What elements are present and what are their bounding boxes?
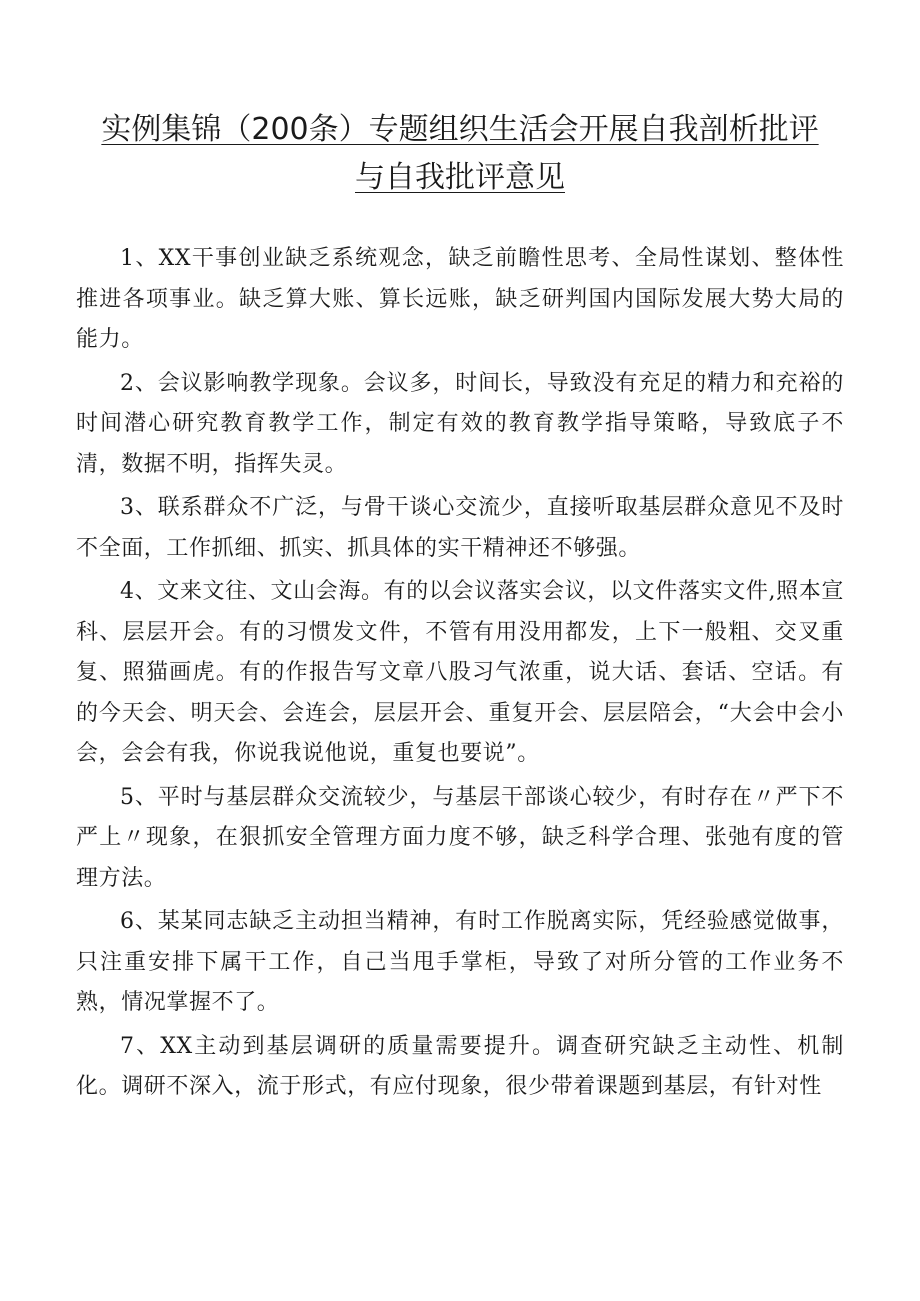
document-body	[76, 239, 844, 1159]
paragraph-5: 5、平时与基层群众交流较少，与基层干部谈心较少，有时存在〃严下不严上〃现象，在狠抓安全管理方面力度不够，缺乏科学合理、张弛有度的管理方法。	[76, 784, 844, 891]
document-title: 实例集锦（200条）专题组织生活会开展自我剖析批评与自我批评意见	[101, 112, 819, 195]
paragraph-1: 1、XX干事创业缺乏系统观念，缺乏前瞻性思考、全局性谋划、整体性推进各项事业。缺乏算大账、算长远账，缺乏研判国内国际发展大势大局的能力。	[76, 246, 844, 352]
paragraph-7: 7、XX主动到基层调研的质量需要提升。调查研究缺乏主动性、机制化。调研不深入，流于形式，有应付现象，很少带着课题到基层，有针对性	[76, 1033, 844, 1099]
paragraph-2: 2、会议影响教学现象。会议多，时间长，导致没有充足的精力和充裕的时间潜心研究教育教学工作，制定有效的教育教学指导策略，导致底子不清，数据不明，指挥失灵。	[76, 370, 844, 477]
paragraph-6: 6、某某同志缺乏主动担当精神，有时工作脱离实际，凭经验感觉做事，只注重安排下属干工作，自己当甩手掌柜，导致了对所分管的工作业务不熟，情况掌握不了。	[76, 909, 844, 1015]
paragraph-3: 3、联系群众不广泛，与骨干谈心交流少，直接听取基层群众意见不及时不全面，工作抓细、抓实、抓具体的实干精神还不够强。	[76, 495, 844, 561]
paragraph-4: 4、文来文往、文山会海。有的以会议落实会议，以文件落实文件,照本宣科、层层开会。有的习惯发文件，不管有用没用都发，上下一般粗、交叉重复、照猫画虎。有的作报告写文章八股习气浓重，说大话、套话、空话。有的今天会、明天会、会连会，层层开会、重复开会、层层陪会，“大会中会小会，会会有我，你说我说他说，重复也要说”。	[76, 579, 844, 766]
